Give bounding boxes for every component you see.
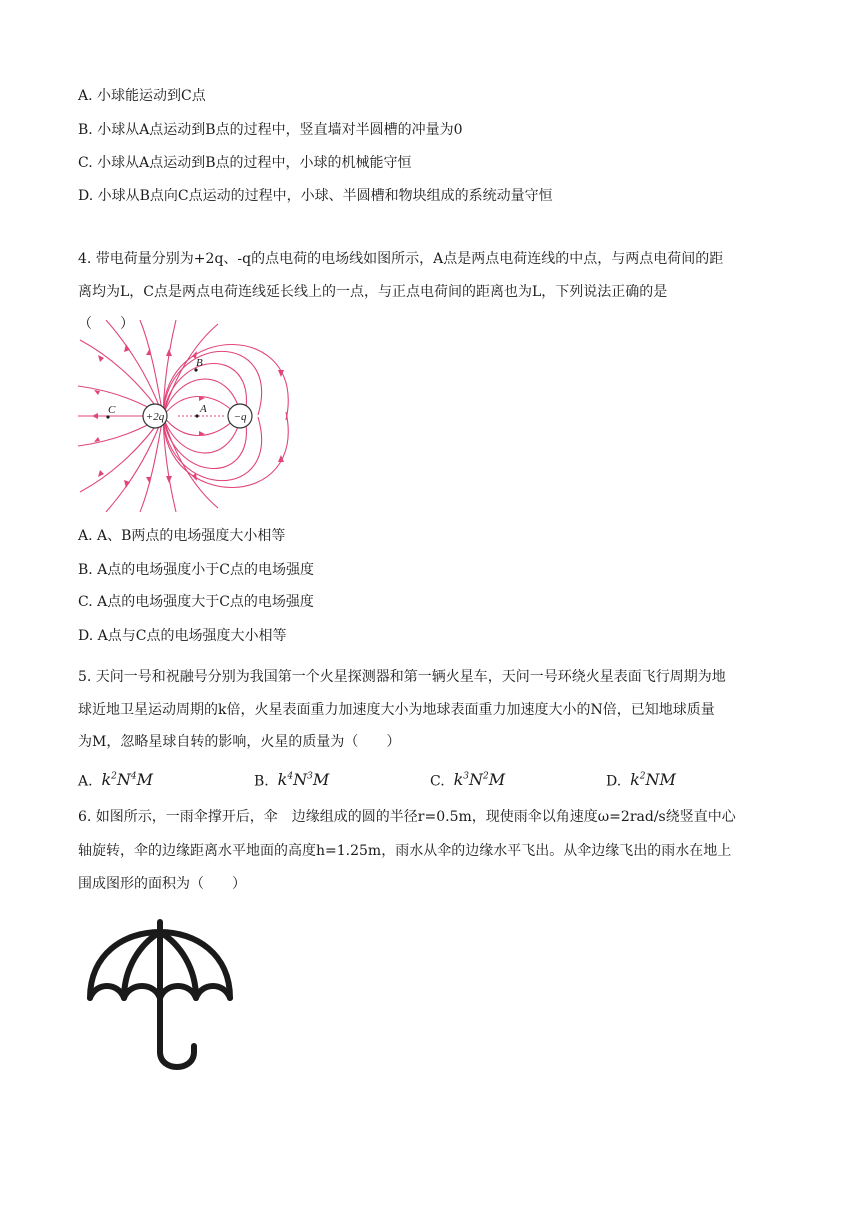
q4-stem-line-1: 4. 带电荷量分别为+2q、-q的点电荷的电场线如图所示，A点是两点电荷连线的中点，与两点电荷间的距 — [78, 251, 724, 267]
positive-charge-label: +2q — [145, 411, 165, 423]
q5-option-c: C. $k^3N^2M$ — [430, 770, 506, 790]
q4-stem-line-3: （ ） — [78, 316, 134, 332]
q5-stem-line-3: 为M，忽略星球自转的影响，火星的质量为（ ） — [78, 734, 401, 750]
q4-option-b: B. A点的电场强度小于C点的电场强度 — [78, 562, 315, 578]
q5-stem-line-2: 球近地卫星运动周期的k倍，火星表面重力加速度大小为地球表面重力加速度大小的N倍，已知地球质量 — [78, 702, 715, 718]
point-b-label: B — [196, 357, 203, 369]
q4-stem-line-2: 离均为L，C点是两点电荷连线延长线上的一点，与正点电荷间的距离也为L，下列说法正确的是 — [78, 284, 668, 300]
q5-stem-line-1: 5. 天问一号和祝融号分别为我国第一个火星探测器和第一辆火星车，天问一号环绕火星表面飞行周期为地 — [78, 669, 726, 685]
point-c-label: C — [108, 404, 116, 416]
q3-option-d: D. 小球从B点向C点运动的过程中，小球、半圆槽和物块组成的系统动量守恒 — [78, 188, 553, 204]
q3-option-a: A. 小球能运动到C点 — [78, 88, 206, 104]
q5-option-d: D. $k^2NM$ — [606, 770, 676, 790]
q5-option-b: B. $k^4N^3M$ — [254, 770, 330, 790]
q4-option-c: C. A点的电场强度大于C点的电场强度 — [78, 594, 314, 610]
point-a-dot — [195, 414, 198, 417]
q3-option-c: C. 小球从A点运动到B点的过程中，小球的机械能守恒 — [78, 155, 412, 171]
negative-charge-label: −q — [233, 411, 247, 423]
q5-option-a: A. $k^2N^4M$ — [78, 770, 154, 790]
q6-stem-line-3: 围成图形的面积为（ ） — [78, 876, 246, 892]
q4-option-d: D. A点与C点的电场强度大小相等 — [78, 628, 287, 644]
q3-option-b: B. 小球从A点运动到B点的过程中，竖直墙对半圆槽的冲量为0 — [78, 122, 463, 138]
q6-stem-line-2: 轴旋转，伞的边缘距离水平地面的高度h=1.25m，雨水从伞的边缘水平飞出。从伞边缘飞出的雨水在地上 — [78, 843, 732, 859]
q6-stem-line-1: 6. 如图所示，一雨伞撑开后，伞 边缘组成的圆的半径r=0.5m，现使雨伞以角速度ω=2rad/s绕竖直中心 — [78, 809, 736, 825]
electric-field-figure — [78, 320, 294, 512]
point-a-label: A — [200, 403, 207, 415]
q4-option-a: A. A、B两点的电场强度大小相等 — [78, 528, 286, 544]
umbrella-icon — [84, 918, 236, 1074]
